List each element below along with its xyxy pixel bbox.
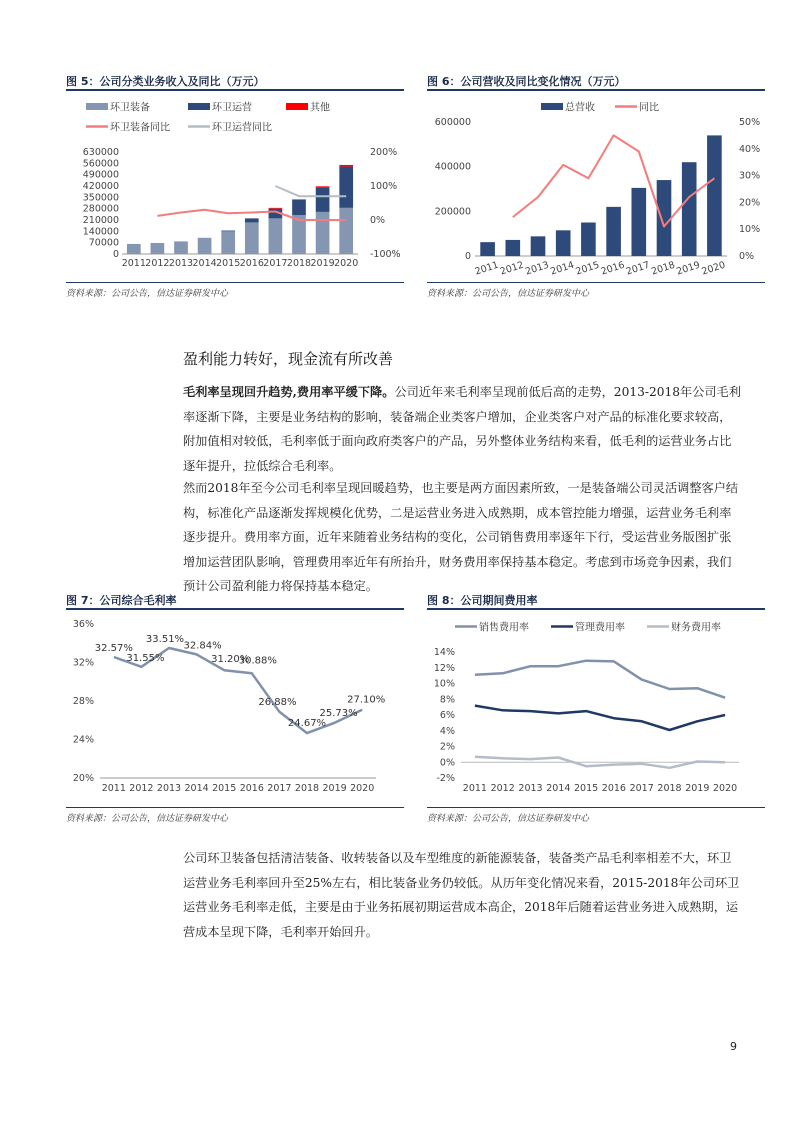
- figure5-title: 图 5：公司分类业务收入及同比（万元）: [66, 75, 265, 88]
- fig7-x-tick: 2015: [212, 783, 237, 794]
- figure8-bottom-rule: [427, 807, 765, 808]
- fig5-y2-tick: 0%: [370, 215, 386, 226]
- fig6-bar-revenue: [531, 236, 546, 256]
- fig5-bar-equipment: [127, 244, 141, 254]
- fig6-y2-tick: 50%: [739, 117, 761, 128]
- fig7-x-tick: 2019: [322, 783, 347, 794]
- figure6-source: 资料来源：公司公告，信达证券研发中心: [427, 289, 590, 299]
- fig6-y2-tick: 10%: [739, 224, 761, 236]
- fig7-data-label: 30.88%: [238, 655, 277, 667]
- fig5-legend-operation-yoy: 环卫运营同比: [212, 122, 272, 134]
- fig7-x-tick: 2018: [294, 783, 320, 794]
- fig7-x-tick: 2011: [101, 783, 126, 794]
- fig6-x-tick: 2015: [574, 259, 601, 278]
- fig8-y-tick: 6%: [439, 710, 455, 721]
- fig5-y2-tick: -100%: [370, 249, 401, 260]
- figure8-top-rule: [427, 608, 765, 610]
- fig5-bar-operation: [292, 200, 306, 215]
- fig6-y2-tick: 0%: [739, 251, 755, 262]
- paragraph-1-lead: 毛利率呈现回升趋势,费用率平缓下降。: [183, 385, 395, 399]
- fig5-legend-equipment-swatch: [86, 103, 108, 110]
- fig5-x-tick: 2019: [310, 258, 335, 269]
- figure8-title: 图 8：公司期间费用率: [427, 594, 538, 607]
- fig5-x-tick: 2020: [334, 258, 359, 269]
- fig6-bar-revenue: [606, 207, 621, 256]
- fig6-bar-revenue: [682, 162, 697, 256]
- fig6-x-tick: 2014: [549, 259, 576, 278]
- fig8-x-tick: 2012: [490, 783, 515, 794]
- fig8-x-tick: 2015: [574, 783, 599, 794]
- fig7-data-label: 25.73%: [319, 707, 358, 719]
- fig5-bar-operation: [221, 231, 235, 232]
- fig6-y-tick: 400000: [434, 161, 471, 173]
- fig7-y-tick: 32%: [72, 657, 94, 669]
- fig8-legend-finance: 财务费用率: [671, 622, 721, 634]
- figure7-bottom-rule: [66, 807, 404, 808]
- fig5-y-tick: 560000: [82, 158, 119, 170]
- section-heading: 盈利能力转好，现金流有所改善: [183, 350, 394, 368]
- fig8-x-tick: 2013: [518, 783, 543, 794]
- fig8-x-tick: 2018: [657, 783, 682, 794]
- fig8-y-tick: 10%: [433, 678, 455, 690]
- fig7-data-label: 27.10%: [347, 694, 386, 706]
- fig5-x-tick: 2016: [239, 258, 264, 269]
- fig5-y-tick: 0: [112, 249, 119, 260]
- fig5-y-tick: 630000: [82, 147, 119, 158]
- fig5-x-tick: 2014: [192, 258, 217, 269]
- fig5-bar-other: [316, 186, 330, 187]
- fig7-x-tick: 2013: [156, 783, 182, 794]
- fig6-x-tick: 2017: [624, 259, 652, 278]
- fig5-y-tick: 210000: [82, 215, 119, 226]
- fig7-y-tick: 36%: [72, 619, 94, 630]
- fig6-x-tick: 2018: [650, 259, 677, 278]
- figure8-chart: [427, 612, 765, 802]
- fig7-data-label: 32.84%: [183, 640, 222, 652]
- fig5-x-tick: 2015: [216, 258, 241, 269]
- fig8-line-admin: [475, 706, 725, 730]
- fig5-x-tick: 2011: [121, 258, 146, 269]
- fig8-x-tick: 2019: [685, 783, 710, 794]
- fig6-legend-yoy: 同比: [639, 102, 659, 114]
- fig7-data-label: 33.51%: [145, 633, 185, 645]
- fig7-data-label: 31.20%: [211, 654, 250, 666]
- fig7-data-label: 32.57%: [94, 643, 133, 655]
- fig5-y-tick: 70000: [88, 237, 119, 249]
- fig7-x-tick: 2016: [239, 783, 264, 794]
- fig5-legend-other: 其他: [310, 102, 330, 114]
- fig5-bar-equipment: [174, 241, 188, 254]
- fig5-y-tick: 420000: [82, 181, 119, 192]
- fig8-x-tick: 2014: [546, 783, 571, 794]
- fig7-x-tick: 2017: [267, 783, 292, 794]
- fig7-data-label: 24.67%: [287, 718, 327, 730]
- fig5-bar-operation: [245, 218, 259, 222]
- fig5-y-tick: 280000: [82, 203, 119, 215]
- paragraph-1: [183, 380, 743, 478]
- fig8-y-tick: 4%: [439, 725, 455, 737]
- fig6-x-tick: 2012: [498, 259, 526, 278]
- fig8-legend-selling: 销售费用率: [479, 622, 529, 634]
- fig5-legend-operation: 环卫运营: [212, 102, 252, 114]
- figure7-source: 资料来源：公司公告，信达证券研发中心: [66, 814, 229, 824]
- fig6-bar-revenue: [657, 180, 672, 256]
- fig6-legend-revenue-swatch: [541, 103, 563, 110]
- fig6-x-tick: 2011: [473, 259, 501, 278]
- fig6-bar-revenue: [631, 188, 646, 256]
- fig8-y-tick: 8%: [439, 694, 455, 706]
- paragraph-3: 公司环卫装备包括清洁装备、收转装备以及车型维度的新能源装备，装备类产品毛利率相差不大，环卫运营业务毛利率回升至25%左右，相比装备业务仍较低。从历年变化情况来看，2015-2018年公司环卫运营业务毛利率走低，主要是由于业务拓展初期运营成本高企，2018年后随着运营业务进入成熟期，运营成本呈现下降，毛利率开始回升。: [183, 851, 740, 939]
- figure5-source: 资料来源：公司公告，信达证券研发中心: [66, 289, 229, 299]
- fig5-bar-equipment: [198, 238, 212, 254]
- fig6-bar-revenue: [480, 242, 495, 256]
- figure5-top-rule: [66, 89, 404, 91]
- fig5-x-tick: 2018: [286, 258, 312, 269]
- figure7-top-rule: [66, 608, 404, 610]
- fig5-y-tick: 350000: [82, 192, 119, 204]
- fig7-x-tick: 2012: [129, 783, 154, 794]
- fig5-line-operation-yoy: [275, 186, 346, 196]
- fig6-y2-tick: 30%: [739, 170, 761, 182]
- fig5-bar-equipment: [245, 222, 259, 254]
- fig6-bar-revenue: [505, 240, 520, 256]
- fig7-y-tick: 28%: [72, 696, 94, 707]
- fig8-x-tick: 2017: [629, 783, 654, 794]
- fig5-bar-other: [339, 165, 353, 167]
- fig6-y-tick: 600000: [434, 117, 471, 128]
- page-number: 9: [730, 1040, 737, 1053]
- fig6-y2-tick: 40%: [739, 143, 761, 155]
- fig8-x-tick: 2016: [601, 783, 626, 794]
- fig5-x-tick: 2013: [168, 258, 194, 269]
- fig5-bar-equipment: [269, 218, 283, 254]
- fig6-bar-revenue: [581, 223, 596, 257]
- fig7-y-tick: 24%: [72, 734, 94, 746]
- fig5-x-tick: 2012: [145, 258, 170, 269]
- fig6-bar-revenue: [556, 230, 571, 256]
- fig5-x-tick: 2017: [263, 258, 288, 269]
- fig6-y2-tick: 20%: [739, 197, 761, 209]
- fig6-x-tick: 2016: [599, 259, 627, 278]
- fig5-bar-equipment: [151, 243, 165, 254]
- fig5-bar-equipment: [316, 212, 330, 254]
- fig7-data-label: 31.55%: [126, 652, 165, 664]
- fig5-y2-tick: 100%: [370, 181, 398, 192]
- fig6-legend-revenue: 总营收: [565, 102, 595, 114]
- fig7-x-tick: 2020: [350, 783, 375, 794]
- fig8-y-tick: -2%: [436, 773, 455, 784]
- fig6-x-tick: 2013: [524, 259, 551, 278]
- fig5-legend-operation-swatch: [188, 103, 210, 110]
- fig5-legend-equipment-yoy: 环卫装备同比: [110, 122, 170, 134]
- fig5-y-tick: 490000: [82, 169, 119, 181]
- figure6-title: 图 6：公司营收及同比变化情况（万元）: [427, 75, 626, 88]
- figure5-chart: [66, 96, 404, 276]
- figure6-top-rule: [427, 89, 765, 91]
- fig6-x-tick: 2019: [675, 259, 702, 278]
- fig8-line-selling: [475, 661, 725, 698]
- fig8-y-tick: 12%: [433, 662, 455, 674]
- fig8-x-tick: 2020: [713, 783, 738, 794]
- fig6-y-tick: 0: [464, 251, 471, 262]
- paragraph-1-body: 公司近年来毛利率呈现前低后高的走势，2013-2018年公司毛利率逐渐下降，主要是业务结构的影响，装备端企业类客户增加，企业类客户对产品的标准化要求较高，附加值相对较低，毛利率低于面向政府类客户的产品，另外整体业务结构来看，低毛利的运营业务占比逐年提升，拉低综合毛利率。: [183, 385, 741, 473]
- fig7-y-tick: 20%: [72, 773, 94, 784]
- figure7-chart: [66, 612, 404, 802]
- figure6-chart: [427, 96, 765, 276]
- fig5-bar-equipment: [221, 231, 235, 254]
- fig8-legend-admin: 管理费用率: [575, 622, 625, 634]
- fig6-bar-revenue: [707, 135, 722, 256]
- fig8-y-tick: 0%: [439, 757, 455, 769]
- fig6-x-tick: 2020: [700, 259, 727, 278]
- fig5-bar-equipment: [339, 208, 353, 254]
- fig8-y-tick: 14%: [433, 647, 455, 658]
- figure8-source: 资料来源：公司公告，信达证券研发中心: [427, 814, 590, 824]
- fig5-y2-tick: 200%: [370, 147, 398, 158]
- fig7-data-label: 26.88%: [258, 696, 297, 708]
- fig5-legend-equipment: 环卫装备: [110, 102, 150, 114]
- figure7-title: 图 7：公司综合毛利率: [66, 594, 177, 607]
- fig8-x-tick: 2011: [462, 783, 487, 794]
- paragraph-2: 然而2018年至今公司毛利率呈现回暖趋势，也主要是两方面因素所致，一是装备端公司灵活调整客户结构，标准化产品逐渐发挥规模化优势，二是运营业务进入成熟期，成本管控能力增强，运营业务毛利率逐步提升。费用率方面，近年来随着业务结构的变化，公司销售费用率逐年下行，受运营业务版图扩张增加运营团队影响，管理费用率近年有所抬升，财务费用率保持基本稳定。考虑到市场竞争因素，我们预计公司盈利能力将保持基本稳定。: [183, 481, 739, 593]
- fig5-bar-other: [269, 208, 283, 209]
- figure6-bottom-rule: [427, 282, 765, 283]
- fig5-bar-operation: [339, 167, 353, 208]
- fig5-bar-operation: [316, 188, 330, 212]
- fig8-y-tick: 2%: [439, 741, 455, 753]
- fig6-y-tick: 200000: [434, 206, 471, 218]
- fig5-legend-other-swatch: [286, 103, 308, 110]
- fig5-y-tick: 140000: [82, 226, 119, 238]
- figure5-bottom-rule: [66, 282, 404, 283]
- fig7-x-tick: 2014: [184, 783, 209, 794]
